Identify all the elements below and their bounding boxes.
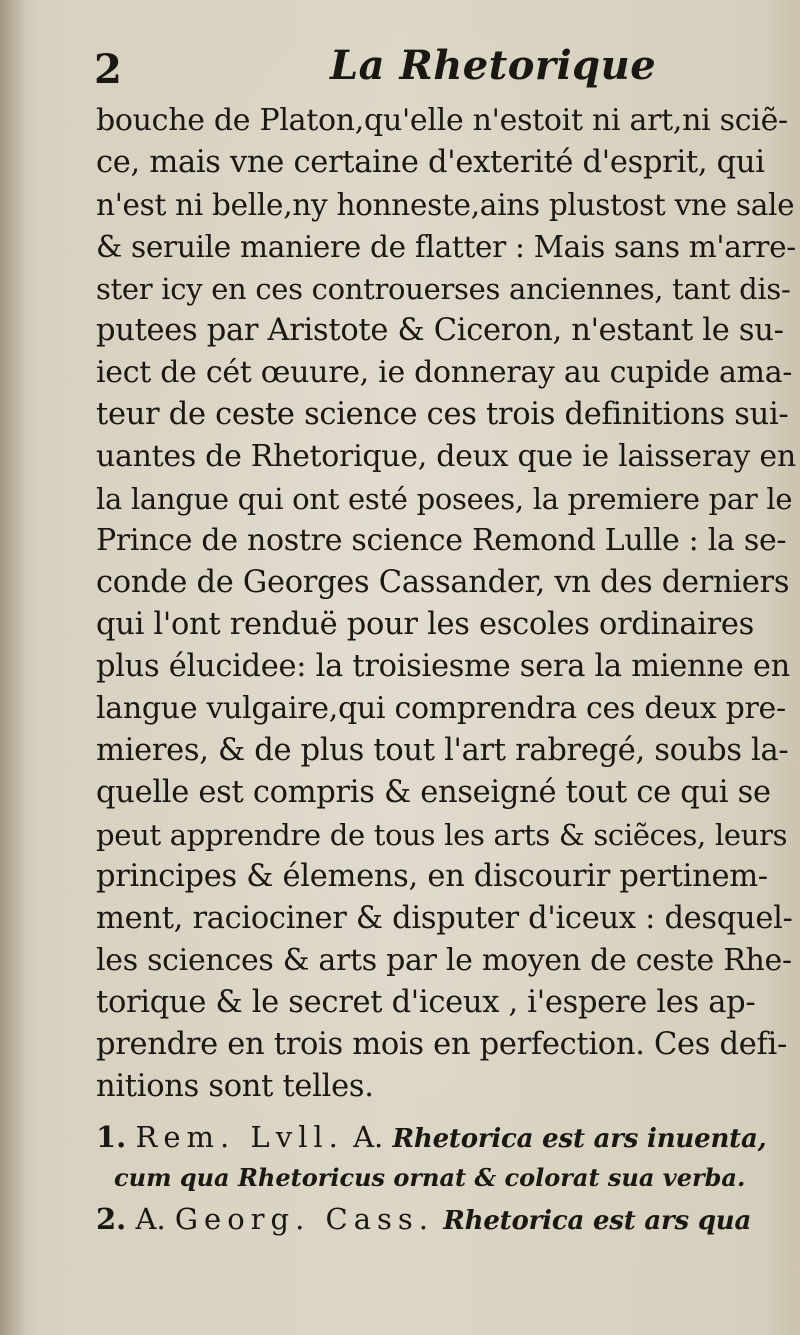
definition-source: Georg. Cass.: [174, 1202, 435, 1236]
text-line: la langue qui ont esté posees, la premiere par le: [96, 482, 793, 516]
definition-item: [96, 1198, 796, 1240]
text-line: uantes de Rhetorique, deux que ie laisseray en: [96, 439, 796, 474]
text-line: quelle est compris & enseigné tout ce qui se: [96, 775, 771, 810]
definitions-list: [96, 1116, 796, 1240]
text-line: teur de ceste science ces trois definitions sui-: [96, 397, 789, 432]
text-line: ster icy en ces controuerses anciennes, tant dis-: [96, 272, 791, 306]
text-line: nitions sont telles.: [96, 1069, 374, 1104]
text-line: putees par Aristote & Ciceron, n'estant le su-: [96, 313, 784, 348]
definition-continuation: cum qua Rhetoricus ornat & colorat sua verba.: [114, 1163, 746, 1192]
page-header: [0, 42, 800, 102]
text-line: mieres, & de plus tout l'art rabregé, soubs la-: [96, 733, 789, 768]
text-line: les sciences & arts par le moyen de ceste Rhe-: [96, 943, 792, 978]
text-line: bouche de Platon,qu'elle n'estoit ni art,ni sciẽ-: [96, 103, 788, 138]
running-title: La Rhetorique: [330, 42, 657, 89]
text-line: n'est ni belle,ny honneste,ains plustost vne sale: [96, 188, 795, 222]
text-line: peut apprendre de tous les arts & sciẽces, leurs: [96, 818, 788, 852]
definition-text: Rhetorica est ars inuenta,: [392, 1124, 767, 1154]
text-line: iect de cét œuure, ie donneray au cupide ama-: [96, 355, 793, 390]
definition-number: 1.: [96, 1120, 127, 1154]
definition-letter: A.: [135, 1202, 166, 1236]
text-line: langue vulgaire,qui comprendra ces deux pre-: [96, 691, 786, 726]
text-line: & seruile maniere de flatter : Mais sans m'arre-: [96, 230, 796, 264]
definition-text: Rhetorica est ars qua: [443, 1206, 752, 1236]
definition-letter: A.: [353, 1120, 384, 1154]
text-line: ment, raciociner & disputer d'iceux : desquel-: [96, 901, 793, 936]
definition-source: Rem. Lvll.: [135, 1120, 344, 1154]
gutter-shadow: [0, 0, 26, 1335]
body-text: [96, 100, 796, 1108]
text-line: prendre en trois mois en perfection. Ces defi-: [96, 1027, 787, 1062]
text-line: ce, mais vne certaine d'exterité d'esprit, qui: [96, 145, 765, 180]
text-line: plus élucidee: la troisiesme sera la mienne en: [96, 649, 790, 684]
text-line: conde de Georges Cassander, vn des derniers: [96, 565, 790, 600]
text-line: qui l'ont renduë pour les escoles ordinaires: [96, 607, 755, 642]
text-line: torique & le secret d'iceux , i'espere les ap-: [96, 985, 756, 1020]
text-line: principes & élemens, en discourir pertinem-: [96, 859, 768, 894]
definition-item: [96, 1116, 796, 1158]
definition-number: 2.: [96, 1202, 127, 1236]
page-number: 2: [94, 46, 122, 93]
text-line: Prince de nostre science Remond Lulle : la se-: [96, 523, 787, 558]
